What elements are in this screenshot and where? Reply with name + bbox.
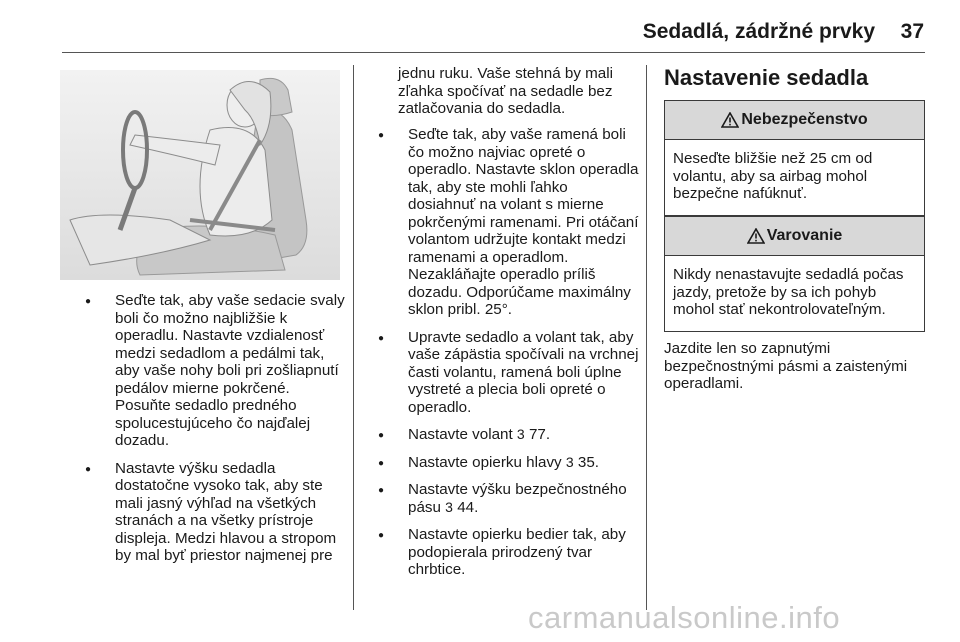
- list-item: ● Nastavte výšku bezpečnostného pásu 3 44.: [373, 481, 639, 516]
- warning-triangle-icon: [721, 112, 739, 128]
- header-title: Sedadlá, zádržné prvky: [642, 20, 875, 43]
- list-item: ● Nastavte opierku hlavy 3 35.: [373, 454, 639, 472]
- list-item: ● Nastavte volant 3 77.: [373, 426, 639, 444]
- list-item: ● Seďte tak, aby vaše sedacie svaly boli čo možno najbližšie k operadlu. Nastavte vzdialenosť medzi sedadlom a pedálmi tak, aby vaše nohy boli pri zošliapnutí pedálov mierne pokrčené. Posuňte sedadlo predného spolucestujúceho čo najďalej dozadu.: [80, 292, 345, 450]
- page-reference-icon: 3: [445, 498, 453, 515]
- warning-triangle-icon: [747, 228, 765, 244]
- list-item: ● Seďte tak, aby vaše ramená boli čo možno najviac opreté o operadlo. Nastavte sklon operadla tak, aby ste mohli ľahko dosiahnuť na volant s mierne pokrčenými ramenami. Pri otáčaní volantom udržujte kontakt medzi ramenami a operadlom. Nezakláňajte operadlo príliš dozadu. Odporúčame maximálny sklon pribl. 25°.: [373, 126, 639, 319]
- danger-box: [664, 100, 925, 216]
- page-reference-icon: 3: [565, 453, 574, 470]
- list-item: ● Upravte sedadlo a volant tak, aby vaše zápästia spočívali na vrchnej časti volantu, ramená boli úplne vystreté a plecia boli opreté o operadlo.: [373, 329, 639, 417]
- cross-reference-link[interactable]: 3 44.: [445, 498, 479, 516]
- left-column-list: [80, 292, 345, 575]
- cross-reference-link[interactable]: 3 35.: [565, 453, 600, 471]
- page-reference-icon: 3: [516, 426, 525, 442]
- warning-box-header: [665, 217, 924, 256]
- danger-box-title: Nebezpečenstvo: [741, 111, 868, 128]
- list-item: ● Nastavte výšku sedadla dostatočne vysoko tak, aby ste mali jasný výhľad na všetkých stranách a na všetky prístroje displeja. Medzi hlavou a stropom by mal byť priestor najmenej pre: [80, 460, 345, 565]
- body-paragraph: Jazdite len so zapnutými bezpečnostnými pásmi a zaistenými operadlami.: [664, 340, 908, 392]
- driver-seat-icon: [60, 70, 340, 280]
- danger-box-header: [665, 101, 924, 140]
- section-heading: Nastavenie sedadla: [664, 65, 869, 90]
- page-number: 37: [900, 20, 924, 43]
- warning-box: [664, 216, 925, 332]
- middle-column-continuation: jednu ruku. Vaše stehná by mali zľahka spočívať na sedadle bez zatlačovania do sedadla.: [398, 65, 613, 117]
- watermark-text: carmanualsonline.info: [528, 600, 841, 635]
- driver-seat-illustration: [60, 70, 340, 280]
- danger-box-text: Neseďte bližšie než 25 cm od volantu, aby sa airbag mohol bezpečne nafúknuť.: [673, 150, 873, 202]
- warning-box-text: Nikdy nenastavujte sedadlá počas jazdy, pretože by sa ich pohyb mohol stať nekontrolovateľným.: [673, 266, 904, 318]
- warning-box-title: Varovanie: [766, 227, 843, 244]
- header-rule: [62, 52, 925, 53]
- middle-column-list: [373, 126, 639, 589]
- column-divider-left: [353, 65, 354, 610]
- cross-reference-link[interactable]: 3 77.: [516, 426, 551, 443]
- column-divider-right: [646, 65, 647, 610]
- list-item: ● Nastavte opierku bedier tak, aby podopierala prirodzený tvar chrbtice.: [373, 526, 639, 579]
